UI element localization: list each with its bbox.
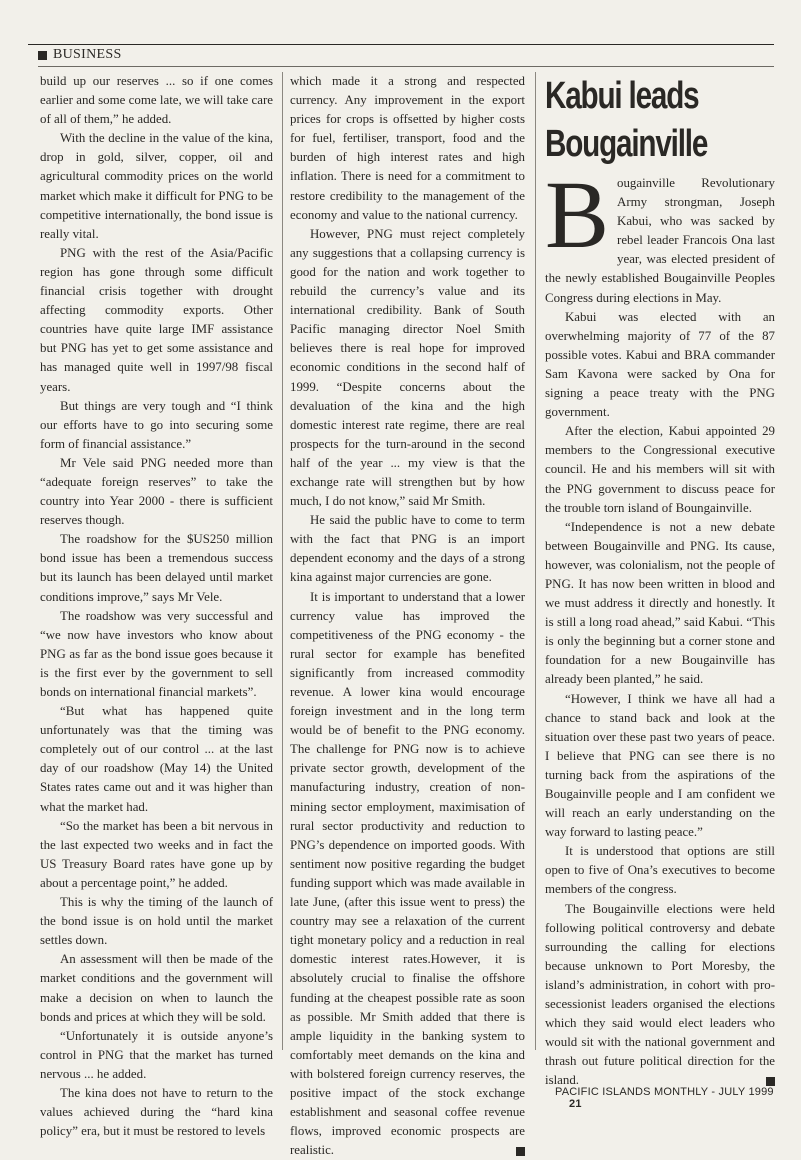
page-footer xyxy=(555,1086,801,1110)
paragraph: The roadshow was very successful and “we now have investors who know about PNG as far as the bond issue goes because it is the first ever by the government to sell bonds on international financial markets”. xyxy=(40,608,273,699)
section-label xyxy=(38,46,122,64)
column-2 xyxy=(290,72,525,1158)
paragraph: Kabui was elected with an overwhelming majority of 77 of the 87 possible votes. Kabui and BRA commander Sam Kavona were sacked by Ona for signing a peace treaty with the PNG government. xyxy=(545,309,775,420)
section-square-icon xyxy=(38,51,47,60)
drop-cap: B xyxy=(545,161,610,268)
paragraph: “So the market has been a bit nervous in the last expected two weeks and in fact the US Treasury Board rates have gone up by about a percentage point,” he added. xyxy=(40,818,273,890)
paragraph: “Unfortunately it is outside anyone’s control in PNG that the market has turned nervous ... he added. xyxy=(40,1028,273,1081)
publication-name: PACIFIC ISLANDS MONTHLY - JULY 1999 xyxy=(555,1086,774,1098)
paragraph xyxy=(545,900,775,1091)
paragraph: “Independence is not a new debate between Bougainville and PNG. Its cause, however, was colonialism, not the people of PNG. It has now been written in blood and we must address it directly and honestly. It is still a long road ahead,” said Kabui. “This is only the beginning but a corner stone and foundation for a new Bougainville has already been planted,” he said. xyxy=(545,519,775,687)
paragraph: It is understood that options are still open to five of Ona’s executives to become members of the congress. xyxy=(545,844,775,897)
paragraph: After the election, Kabui appointed 29 members to the Congressional executive council. He and his members will sit with the PNG government to discuss peace for the trouble torn island of Boungainville. xyxy=(545,424,775,515)
paragraph: The roadshow for the $US250 million bond issue has been a tremendous success but its launch has been delayed until market conditions improve,” says Mr Vele. xyxy=(40,532,273,604)
headline-line-1: Kabui leads xyxy=(545,75,699,117)
paragraph: PNG with the rest of the Asia/Pacific region has gone through some difficult financial crisis together with drought affecting commodity exports. Other countries have quite large IMF assistance but PNG has yet to get some assistance and has managed quite well in 1997/98 fiscal years. xyxy=(40,245,273,394)
paragraph: Mr Vele said PNG needed more than “adequate foreign reserves” to take the country into Year 2000 - there is sufficient reserves though. xyxy=(40,455,273,528)
paragraph: build up our reserves ... so if one comes earlier and some come late, we will take care of all of them,” he added. xyxy=(40,74,273,127)
end-mark-icon xyxy=(516,1147,525,1156)
headline-line-2: Bougainville xyxy=(545,123,708,165)
paragraph: With the decline in the value of the kina, drop in gold, silver, copper, oil and agricultural commodity prices on the world market which make it difficult for PNG to be competitive internationally, the bond issue is really vital. xyxy=(40,131,273,241)
headline xyxy=(545,72,771,168)
paragraph: The kina does not have to return to the values achieved during the “hard kina policy” era, but it must be restored to levels xyxy=(40,1085,273,1139)
lead-paragraph xyxy=(545,161,775,308)
page-number: 21 xyxy=(569,1098,582,1110)
paragraph: This is why the timing of the launch of the bond issue is on hold until the market settles down. xyxy=(40,895,273,948)
section-rule xyxy=(38,66,774,67)
paragraph: which made it a strong and respected currency. Any improvement in the export prices for crops is offsetted by higher costs for fuel, fertiliser, transport, food and the burden of high interest rates and high inflation. There is need for a commitment to restore credibility to the management of the economy and value to the national currency. xyxy=(290,74,525,222)
paragraph: But things are very tough and “I think our efforts have to go into securing some form of financial assistance.” xyxy=(40,398,273,451)
paragraph xyxy=(290,588,525,1160)
section-title: BUSINESS xyxy=(53,47,122,62)
paragraph: However, PNG must reject completely any suggestions that a collapsing currency is good for the nation and work together to rebuild the currency’s value and its international credibility. Bank of South Pacific managing director Noel Smith believes there is real hope for improved economic conditions in the second half of 1999. “Despite concerns about the devaluation of the kina and the high domestic interest rate regime, there are real prospects for the turn-around in the second half of the year ... my view is that the exchange rate will strengthen but by how much, I do not know,” said Mr Smith. xyxy=(290,226,525,509)
lead-text: ougainville Revolutionary Army strongman, Joseph Kabui, who was sacked by rebel leader Francois Ona last year, was elected president of the newly established Bougainville Peoples Congress during elections in May. xyxy=(545,176,775,305)
paragraph-text: It is important to understand that a lower currency value has improved the competitiveness of the PNG economy - the rural sector for example has benefited significantly from increased commodity revenue. A lower kina would encourage foreign investment and in the long term would be of benefit to the PNG economy. The challenge for PNG now is to achieve private sector growth, development of the manufacturing industry, creation of non-mining sector employment, maximisation of rural sector productivity and reduction to PNG’s dependence on imported goods. With sentiment now positive regarding the budget funding support which was made available in late June, (after this issue went to press) the country may see a relaxation of the current tight monetary policy and a reduction in real domestic interest rates.However, it is absolutely crucial to finalise the offshore funding at the cheapest possible rate as soon as possible. Mr Smith added that there is ample liquidity in the banking system to comfortably meet demands on the kina and with bolstered foreign currency reserves, the positive impact of the stock exchange establishment and seasonal coffee revenue flows, improved economic prospects are realistic. xyxy=(290,589,525,1158)
paragraph: He said the public have to come to term with the fact that PNG is an import dependent economy and the days of a strong kina against major currencies are gone. xyxy=(290,513,525,585)
column-1 xyxy=(40,72,273,1139)
column-divider xyxy=(535,72,536,1050)
column-divider xyxy=(282,72,283,1050)
paragraph: “But what has happened quite unfortunately was that the timing was completely out of our control ... at the last day of our roadshow (May 14) the United States rates came out and it was higher than what the market had. xyxy=(40,704,273,814)
paragraph-text: The Bougainville elections were held following political controversy and debate surrounding the calling for elections because unknown to Port Moresby, the island’s administration, in cohort with pro-secessionist leaders organised the elections which they said would elect leaders who would sit with the national government and thrash out future political direction for the island. xyxy=(545,901,775,1088)
paragraph: An assessment will then be made of the market conditions and the government will make a decision on when to launch the bonds and prices at which they will be sold. xyxy=(40,952,273,1024)
paragraph: “However, I think we have all had a chance to stand back and look at the situation over these past two years of peace. I believe that PNG can see there is no turning back from the aspirations of the Bougainville people and I am confident we will reach an early understanding on the way forward to lasting peace.” xyxy=(545,691,775,840)
column-3 xyxy=(545,72,775,1088)
top-rule xyxy=(28,44,774,45)
